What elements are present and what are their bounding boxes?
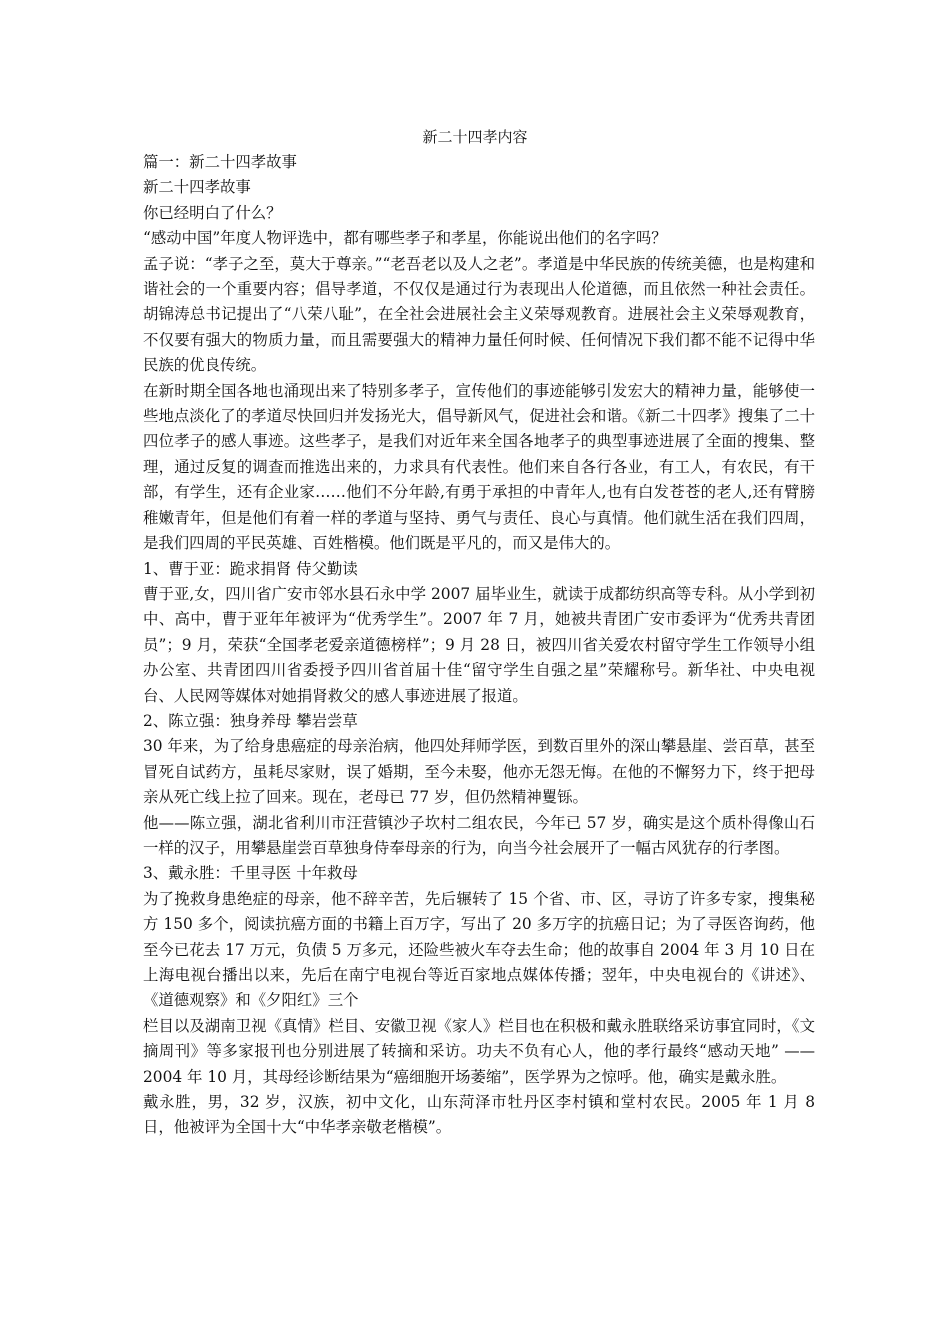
story-body-2a: 30 年来，为了给身患癌症的母亲治病，他四处拜师学医，到数百里外的深山攀悬崖、尝百草，甚至冒死自试药方，虽耗尽家财，误了婚期，至今未娶，他亦无怨无悔。在他的不懈努力下，终于把母亲从死亡线上拉了回来。现在，老母已 77 岁，但仍然精神矍铄。 [143,737,815,807]
story-body-1: 曹于亚,女，四川省广安市邻水县石永中学 2007 届毕业生，就读于成都纺织高等专科。从小学到初中、高中，曹于亚年年被评为“优秀学生”。2007 年 7 月，她被共青团广安市委评为“优秀共青团员”；9 月，荣获“全国孝老爱亲道德榜样”；9 月 28 日，被四川省关爱农村留守学生工作领导小组办公室、共青团四川省委授予四川省首届十佳“留守学生自强之星”荣耀称号。新华社、中央电视台、人民网等媒体对她捐肾救父的感人事迹进展了报道。 [143,584,815,705]
intro-paragraph-new-era: 在新时期全国各地也涌现出来了特别多孝子，宣传他们的事迹能够引发宏大的精神力量，能够使一些地点淡化了的孝道尽快回归并发扬光大，倡导新风气，促进社会和谐。《新二十四孝》搜集了二十四位孝子的感人事迹。这些孝子，是我们对近年来全国各地孝子的典型事迹进展了全面的搜集、整理，通过反复的调查而推选出来的，力求具有代表性。他们来自各行各业，有工人，有农民，有干部，有学生，还有企业家……他们不分年龄,有勇于承担的中青年人,也有白发苍苍的老人,还有臂膀稚嫩青年，但是他们有着一样的孝道与坚持、勇气与责任、良心与真情。他们就生活在我们四周，是我们四周的平民英雄、百姓楷模。他们既是平凡的，而又是伟大的。 [143,381,815,553]
section-heading: 篇一：新二十四孝故事 [143,153,297,171]
intro-paragraph-mencius: 孟子说：“孝子之至，莫大于尊亲。”“老吾老以及人之老”。孝道是中华民族的传统美德，也是构建和谐社会的一个重要内容；倡导孝道，不仅仅是通过行为表现出人伦道德，而且依然一种社会责任。胡锦涛总书记提出了“八荣八耻”，在全社会进展社会主义荣辱观教育。进展社会主义荣辱观教育，不仅要有强大的物质力量，而且需要强大的精神力量任何时候、任何情况下我们都不能不记得中华民族的优良传统。 [143,254,815,375]
story-heading-3: 3、戴永胜：千里寻医 十年救母 [143,864,358,883]
story-heading-2: 2、陈立强：独身养母 攀岩尝草 [143,711,358,730]
document-title: 新二十四孝内容 [422,128,528,146]
story-body-3b: 栏目以及湖南卫视《真情》栏目、安徽卫视《家人》栏目也在积极和戴永胜联络采访事宜同时，《文摘周刊》等多家报刊也分别进展了转摘和采访。功夫不负有心人，他的孝行最终“感动天地” ——2004 年 10 月，其母经诊断结果为“癌细胞开场萎缩”，医学界为之惊呼。他，确实是戴永胜。 [143,1016,815,1086]
story-heading-1: 1、曹于亚：跪求捐肾 侍父勤读 [143,559,358,578]
question-line: 你已经明白了什么？ [143,203,282,222]
story-body-3a: 为了挽救身患绝症的母亲，他不辞辛苦，先后辗转了 15 个省、市、区，寻访了许多专家，搜集秘方 150 多个，阅读抗癌方面的书籍上百万字，写出了 20 多万字的抗癌日记；为了寻医咨询药，他至今已花去 17 万元，负债 5 万多元，还险些被火车夺去生命；他的故事自 2004 年 3 月 10 日在上海电视台播出以来，先后在南宁电视台等近百家地点媒体传播；翌年，中央电视台的《讲述》、《道德观察》和《夕阳红》三个 [143,889,815,1010]
question-paragraph: “感动中国”年度人物评选中，都有哪些孝子和孝星，你能说出他们的名字吗？ [143,229,667,248]
story-body-3c: 戴永胜，男，32 岁，汉族，初中文化，山东菏泽市牡丹区李村镇和堂村农民。2005 年 1 月 8 日，他被评为全国十大“中华孝亲敬老楷模”。 [143,1093,815,1137]
story-title: 新二十四孝故事 [143,178,251,197]
document-page [143,126,815,1141]
story-body-2b: 他——陈立强，湖北省利川市汪营镇沙子坎村二组农民，今年已 57 岁，确实是这个质朴得像山石一样的汉子，用攀悬崖尝百草独身侍奉母亲的行为，向当今社会展开了一幅古风犹存的行孝图。 [143,813,815,857]
